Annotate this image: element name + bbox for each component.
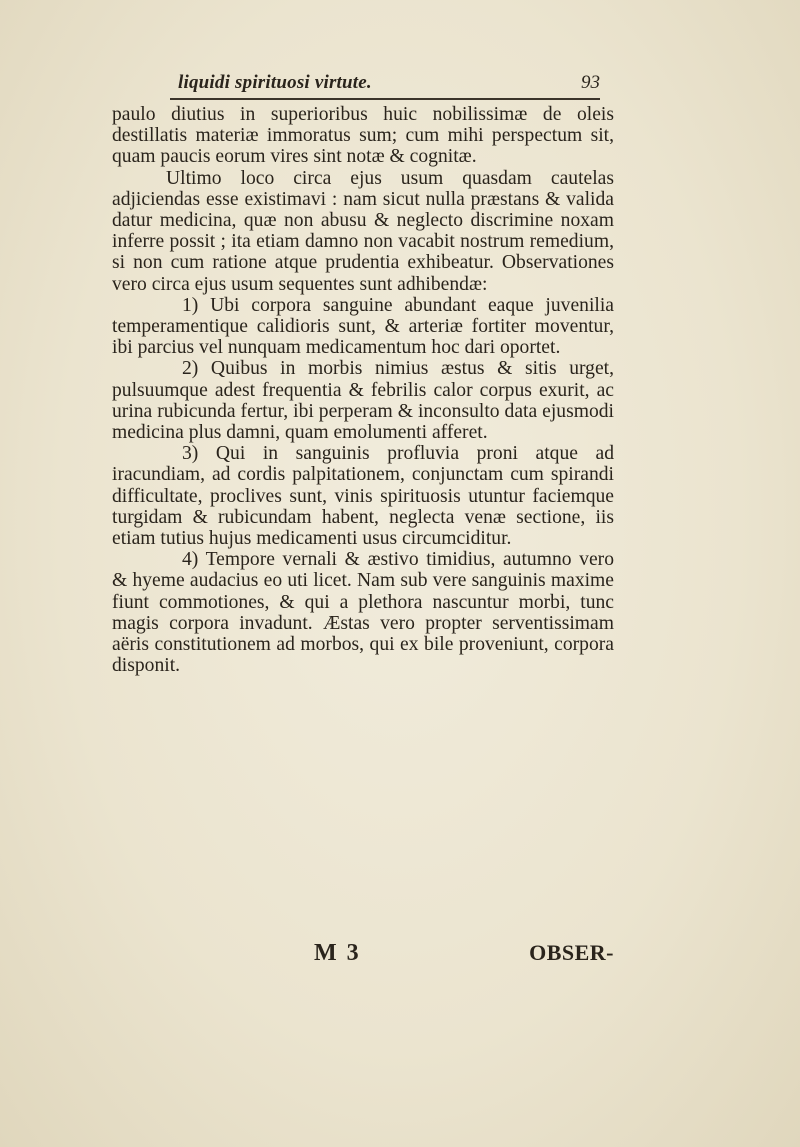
observation-2: 2) Quibus in morbis nimius æstus & sitis urget, pulsuumque adest frequentia & febrilis calor corpus exurit, ac urina rubicunda fertur, ibi perperam & inconsulto data ejusmodi medicina plus damni, quam emolumenti afferet. [112, 358, 614, 444]
page-number: 93 [581, 72, 600, 93]
header-rule [170, 98, 600, 100]
running-head [170, 72, 600, 96]
observation-3: 3) Qui in sanguinis profluvia proni atque ad iracundiam, ad cordis palpitationem, conjunctam cum spirandi difficultate, proclives sunt, vinis spirituosis utuntur faciemque turgidam & rubicundam habent, neglecta venæ sectione, iis etiam tutius hujus medicamenti usus circumciditur. [112, 443, 614, 550]
signature-mark: M 3 [314, 940, 361, 966]
running-title: liquidi spirituosi virtute. [178, 72, 372, 93]
observation-1: 1) Ubi corpora sanguine abundant eaque juvenilia temperamentique calidioris sunt, & arteriæ fortiter moventur, ibi parcius vel nunquam medicamentum hoc dari oportet. [112, 294, 614, 359]
paragraph-cautions-intro: Ultimo loco circa ejus usum quasdam cautelas adjiciendas esse existimavi : nam sicut nulla præstans & valida datur medicina, quæ non abusu & neglecto discrimine noxam inferre possit ; ita etiam damno non vacabit nostrum remedium, si non cum ratione atque prudentia exhibeatur. Observationes vero circa ejus usum sequentes sunt adhibendæ: [112, 167, 614, 295]
page-footer [112, 940, 614, 970]
body-text [112, 104, 614, 676]
catchword: OBSER- [529, 940, 614, 965]
observation-4: 4) Tempore vernali & æstivo timidius, autumno vero & hyeme audacius eo uti licet. Nam sub vere sanguinis maxime fiunt commotiones, & qui a plethora nascuntur morbi, tunc magis corpora invadunt. Æstas vero propter serventissimam aëris constitutionem ad morbos, qui ex bile proveniunt, corpora disponit. [112, 549, 614, 677]
paragraph-continuation: paulo diutius in superioribus huic nobilissimæ de oleis destillatis materiæ immoratus sum; cum mihi perspectum sit, quam paucis eorum vires sint notæ & cognitæ. [112, 104, 614, 168]
